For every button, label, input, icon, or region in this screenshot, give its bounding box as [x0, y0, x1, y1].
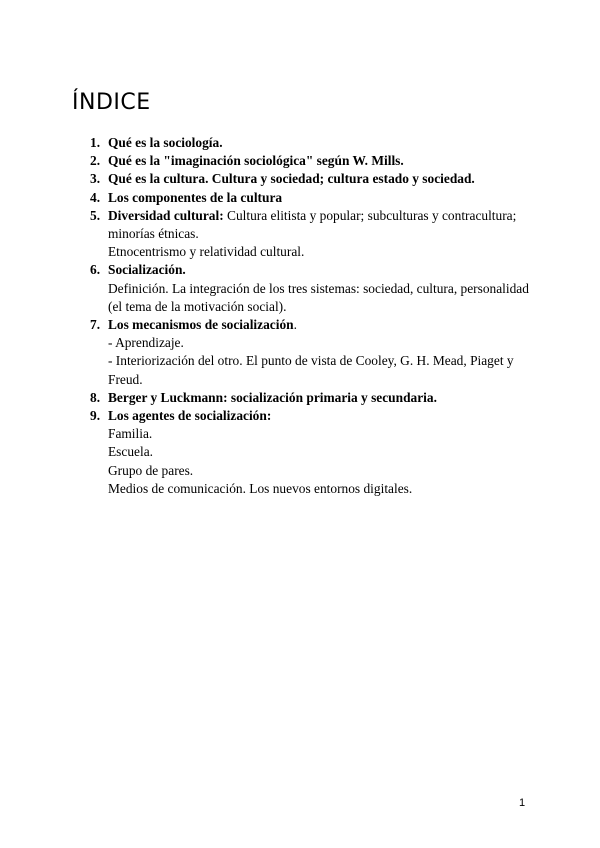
item-heading: Qué es la cultura. Cultura y sociedad; cultura estado y sociedad.	[108, 171, 475, 187]
item-number: 7.	[90, 317, 101, 333]
sub-item: Etnocentrismo y relatividad cultural.	[108, 244, 305, 260]
sub-item: Definición. La integración de los tres sistemas: sociedad, cultura, personalidad (el tema de la motivación social).	[108, 280, 529, 314]
toc-item-4	[90, 189, 540, 207]
item-number: 6.	[90, 262, 101, 278]
item-number: 1.	[90, 135, 101, 150]
toc-item-6	[90, 261, 540, 316]
sub-item: Medios de comunicación. Los nuevos entornos digitales.	[108, 480, 413, 496]
sub-item: Familia.	[108, 426, 153, 442]
item-number: 8.	[90, 389, 101, 405]
item-heading: Socialización.	[108, 262, 186, 278]
toc-item-1	[90, 134, 540, 152]
item-number: 2.	[90, 153, 101, 169]
item-number: 5.	[90, 207, 101, 223]
item-heading: Qué es la "imaginación sociológica" según W. Mills.	[108, 153, 404, 169]
item-heading: Qué es la sociología.	[108, 135, 223, 150]
item-heading: Diversidad cultural:	[108, 207, 224, 223]
sub-item: - Aprendizaje.	[108, 335, 184, 351]
item-heading: Los agentes de socialización:	[108, 408, 272, 424]
sub-item: Grupo de pares.	[108, 462, 194, 478]
item-number: 9.	[90, 408, 101, 424]
toc-item-5	[90, 207, 540, 262]
item-heading: Los mecanismos de socialización	[108, 317, 294, 333]
table-of-contents	[90, 134, 540, 498]
sub-item: - Interiorización del otro. El punto de vista de Cooley, G. H. Mead, Piaget y Freud.	[108, 353, 514, 387]
toc-item-3	[90, 170, 540, 188]
page-number: 1	[519, 797, 526, 809]
page-title: ÍNDICE	[72, 90, 151, 115]
item-number: 4.	[90, 189, 101, 205]
toc-item-9	[90, 407, 540, 498]
item-heading: Berger y Luckmann: socialización primaria y secundaria.	[108, 389, 437, 405]
toc-item-7	[90, 316, 540, 389]
item-heading: Los componentes de la cultura	[108, 189, 283, 205]
item-number: 3.	[90, 171, 101, 187]
item-text: .	[293, 317, 297, 333]
toc-item-2	[90, 152, 540, 170]
item-text: Cultura elitista y popular; subculturas y contracultura; minorías étnicas.	[108, 207, 517, 242]
toc-item-8	[90, 389, 540, 407]
sub-item: Escuela.	[108, 444, 153, 460]
